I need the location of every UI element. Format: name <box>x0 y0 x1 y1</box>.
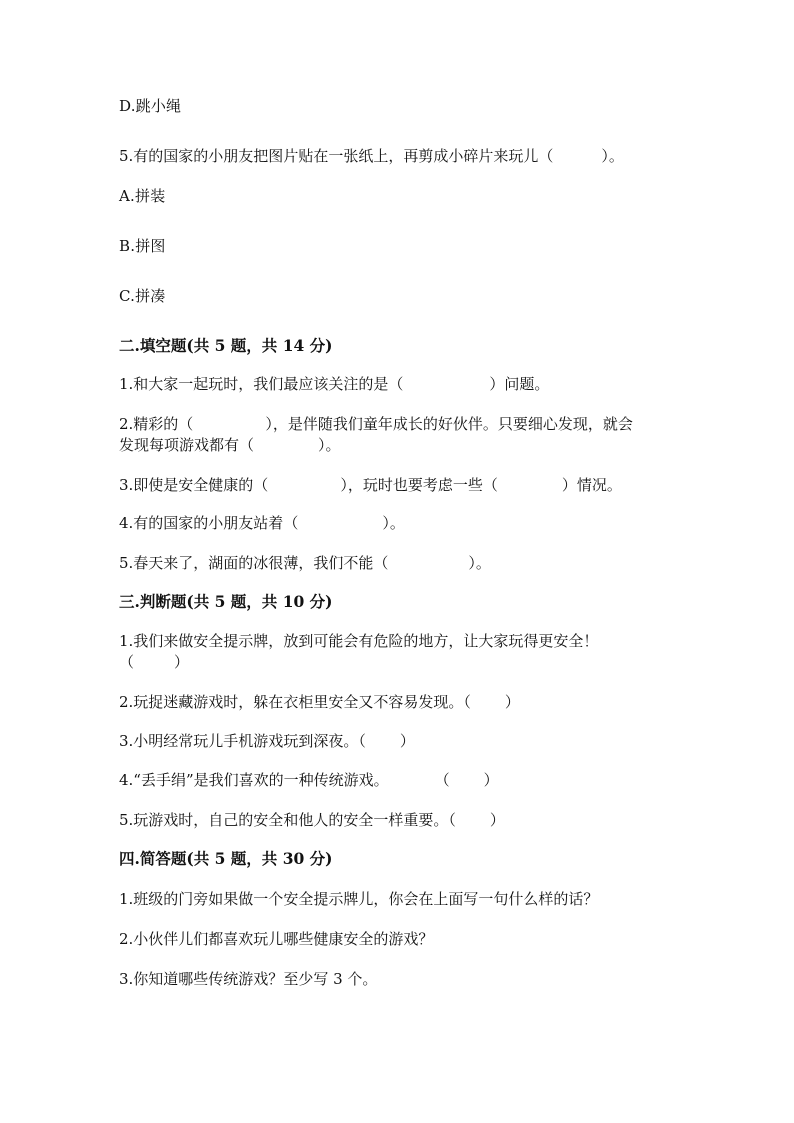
short-answer-question-2: 2.小伙伴儿们都喜欢玩儿哪些健康安全的游戏？ <box>119 930 434 948</box>
short-answer-question-1: 1.班级的门旁如果做一个安全提示牌儿，你会在上面写一句什么样的话？ <box>119 890 599 908</box>
fill-question-4: 4.有的国家的小朋友站着（ ）。 <box>119 514 405 532</box>
choice-question-5: 5.有的国家的小朋友把图片贴在一张纸上，再剪成小碎片来玩儿（ ）。 <box>119 147 624 165</box>
judge-question-1-line1: 1.我们来做安全提示牌，放到可能会有危险的地方，让大家玩得更安全！ <box>119 632 599 650</box>
judge-question-1-line2: （ ） <box>119 653 190 671</box>
fill-question-5: 5.春天来了，湖面的冰很薄，我们不能（ ）。 <box>119 554 491 572</box>
judge-question-3: 3.小明经常玩儿手机游戏玩到深夜。（ ） <box>119 732 415 750</box>
fill-question-1: 1.和大家一起玩时，我们最应该关注的是（ ）问题。 <box>119 375 550 393</box>
section-title-short-answer: 四.简答题(共 5 题，共 30 分) <box>119 849 333 868</box>
judge-question-5: 5.玩游戏时，自己的安全和他人的安全一样重要。（ ） <box>119 811 505 829</box>
option-a: A.拼装 <box>119 187 166 205</box>
option-b: B.拼图 <box>119 237 166 255</box>
section-title-true-false: 三.判断题(共 5 题，共 10 分) <box>119 592 333 611</box>
option-c: C.拼凑 <box>119 287 166 305</box>
judge-question-2: 2.玩捉迷藏游戏时，躲在衣柜里安全又不容易发现。（ ） <box>119 693 520 711</box>
fill-question-3: 3.即使是安全健康的（ ），玩时也要考虑一些（ ）情况。 <box>119 476 622 494</box>
short-answer-question-3: 3.你知道哪些传统游戏？至少写 3 个。 <box>119 970 378 988</box>
fill-question-2-line1: 2.精彩的（ ），是伴随我们童年成长的好伙伴。只要细心发现，就会 <box>119 415 633 433</box>
fill-question-2-line2: 发现每项游戏都有（ ）。 <box>119 436 341 454</box>
option-d: D.跳小绳 <box>119 97 182 115</box>
judge-question-4: 4.“丢手绢”是我们喜欢的一种传统游戏。 （ ） <box>119 771 499 789</box>
section-title-fill-in: 二.填空题(共 5 题，共 14 分) <box>119 336 333 355</box>
